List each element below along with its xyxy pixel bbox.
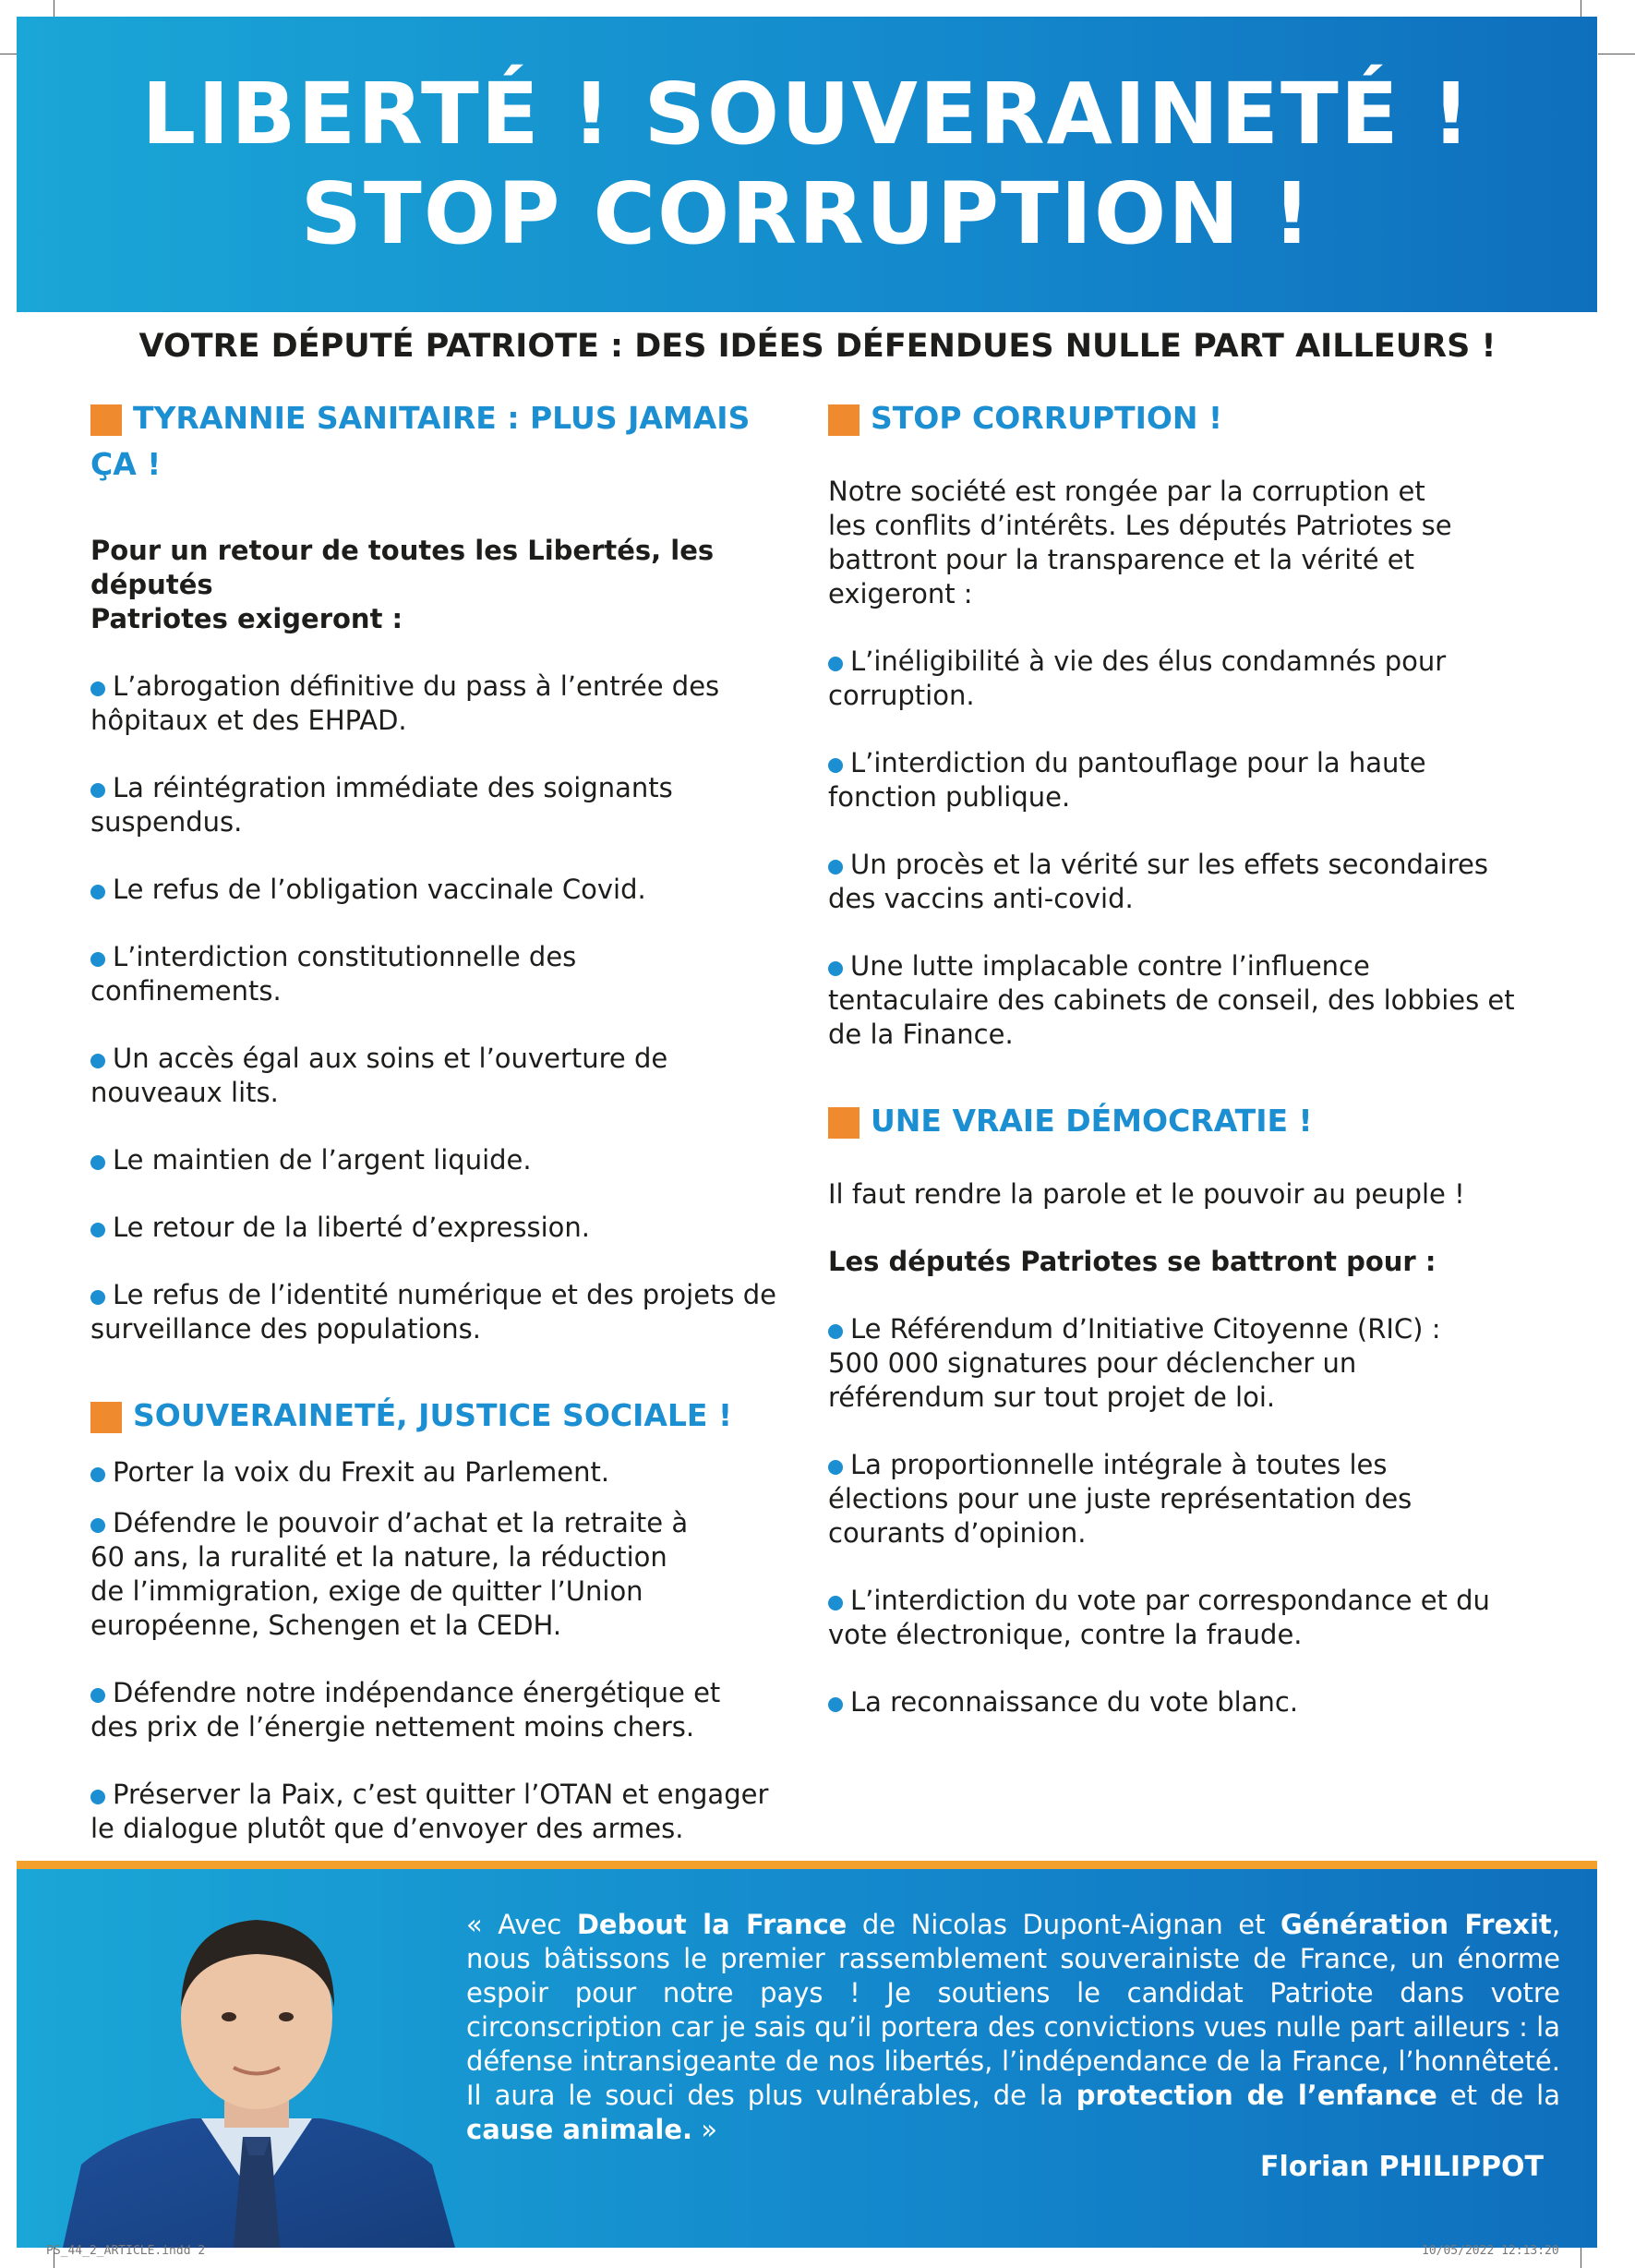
list-item: L’inéligibilité à vie des élus condamnés pour corruption. [828,645,1447,711]
list-item: Porter la voix du Frexit au Parlement. [90,1455,811,1490]
list-item: Un accès égal aux soins et l’ouverture de nouveaux lits. [90,1043,668,1108]
list-item: Défendre le pouvoir d’achat et la retraite à 60 ans, la ruralité et la nature, la réduction de l’immigration, exige de quitter l’Union européenne, Schengen et la CEDH. [90,1507,689,1641]
section-intro: Il faut rendre la parole et le pouvoir au peuple ! [828,1178,1465,1210]
subtitle: VOTRE DÉPUTÉ PATRIOTE : DES IDÉES DÉFENDUES NULLE PART AILLEURS ! [138,328,1497,365]
list-item: Défendre notre indépendance énergétique et des prix de l’énergie nettement moins chers. [90,1677,721,1743]
bullet-icon [828,1324,843,1339]
orange-square-icon [828,404,860,436]
bullet-icon [90,1790,105,1804]
bullet-icon [828,1697,843,1712]
bullet-icon [90,952,105,967]
orange-square-icon [90,404,122,436]
bullet-icon [828,860,843,875]
bullet-icon [90,1518,105,1533]
list-item: Le retour de la liberté d’expression. [90,1211,811,1245]
list-item: La proportionnelle intégrale à toutes les élections pour une juste représentation des courants d’opinion. [828,1449,1413,1549]
header-banner [17,17,1597,312]
bullet-icon [828,1460,843,1475]
list-item: La réintégration immédiate des soignants suspendus. [90,772,673,838]
orange-square-icon [90,1402,122,1433]
list-item: L’abrogation définitive du pass à l’entrée des hôpitaux et des EHPAD. [90,670,720,736]
bullet-icon [828,1596,843,1611]
bullet-icon [90,1290,105,1305]
list-item: Préserver la Paix, c’est quitter l’OTAN et engager le dialogue plutôt que d’envoyer des armes. [90,1779,769,1844]
headline-line-2: STOP CORRUPTION ! [300,164,1314,263]
quote-band [17,1861,1597,2248]
section-intro: Pour un retour de toutes les Libertés, les députés Patriotes exigeront : [90,535,715,634]
list-item: Le refus de l’identité numérique et des projets de surveillance des populations. [90,1279,777,1345]
bullet-icon [828,758,843,773]
quote-text: « Avec Debout la France de Nicolas Dupont-Aignan et Génération Frexit, nous bâtissons le premier rassemblement souverainiste de France, un énorme espoir pour notre pays ! Je soutiens le candidat Patriote dans votre circonscription car je sais qu’il portera des convictions vues nulle part ailleurs : la défense intransigeante de nos libertés, l’indépendance de la France, l’honnêteté. Il aura le souci des plus vulnérables, de la protection de l’enfance et de la cause animale. » [466,1909,1561,2145]
left-column [90,395,811,1846]
list-item: Le maintien de l’argent liquide. [90,1143,811,1177]
portrait-photo [44,1869,469,2248]
list-item: Une lutte implacable contre l’influence tentaculaire des cabinets de conseil, des lobbies et de la Finance. [828,950,1515,1050]
bullet-icon [90,885,105,899]
list-item: Le refus de l’obligation vaccinale Covid. [90,873,811,907]
bullet-icon [90,1688,105,1703]
list-item: L’interdiction du pantouflage pour la haute fonction publique. [828,747,1426,813]
bullet-icon [90,1054,105,1068]
list-item: Le Référendum d’Initiative Citoyenne (RIC) : 500 000 signatures pour déclencher un référendum sur tout projet de loi. [828,1313,1441,1413]
section-title-corruption: STOP CORRUPTION ! [828,395,1557,441]
bullet-icon [90,783,105,798]
bullet-icon [828,961,843,976]
list-item: L’interdiction du vote par correspondance et du vote électronique, contre la fraude. [828,1585,1490,1650]
section-title-sanitaire: TYRANNIE SANITAIRE : PLUS JAMAIS ÇA ! [90,400,751,482]
print-slug-left: PS_44_2_ARTICLE.indd 2 [46,2244,206,2258]
headline-line-1: LIBERTÉ ! SOUVERAINETÉ ! [141,65,1473,163]
section-bold-intro: Les députés Patriotes se battront pour : [828,1246,1437,1277]
bullet-icon [90,1467,105,1482]
bullet-icon [90,1155,105,1170]
right-column [828,395,1557,1719]
print-slug-right: 10/05/2022 12:13:20 [1422,2244,1559,2258]
orange-square-icon [828,1107,860,1139]
section-title-democratie: UNE VRAIE DÉMOCRATIE ! [828,1098,1557,1144]
list-item: L’interdiction constitutionnelle des confinements. [90,941,577,1007]
list-item: La reconnaissance du vote blanc. [828,1685,1557,1719]
section-intro: Notre société est rongée par la corruption et les conflits d’intérêts. Les députés Patriotes se battront pour la transparence et la vérité et exigeront : [828,476,1452,609]
bullet-icon [828,657,843,671]
list-item: Un procès et la vérité sur les effets secondaires des vaccins anti-covid. [828,849,1488,914]
section-title-souverainete: SOUVERAINETÉ, JUSTICE SOCIALE ! [90,1393,811,1439]
bullet-icon [90,682,105,696]
signature: Florian PHILIPPOT [1260,2151,1544,2183]
bullet-icon [90,1223,105,1237]
